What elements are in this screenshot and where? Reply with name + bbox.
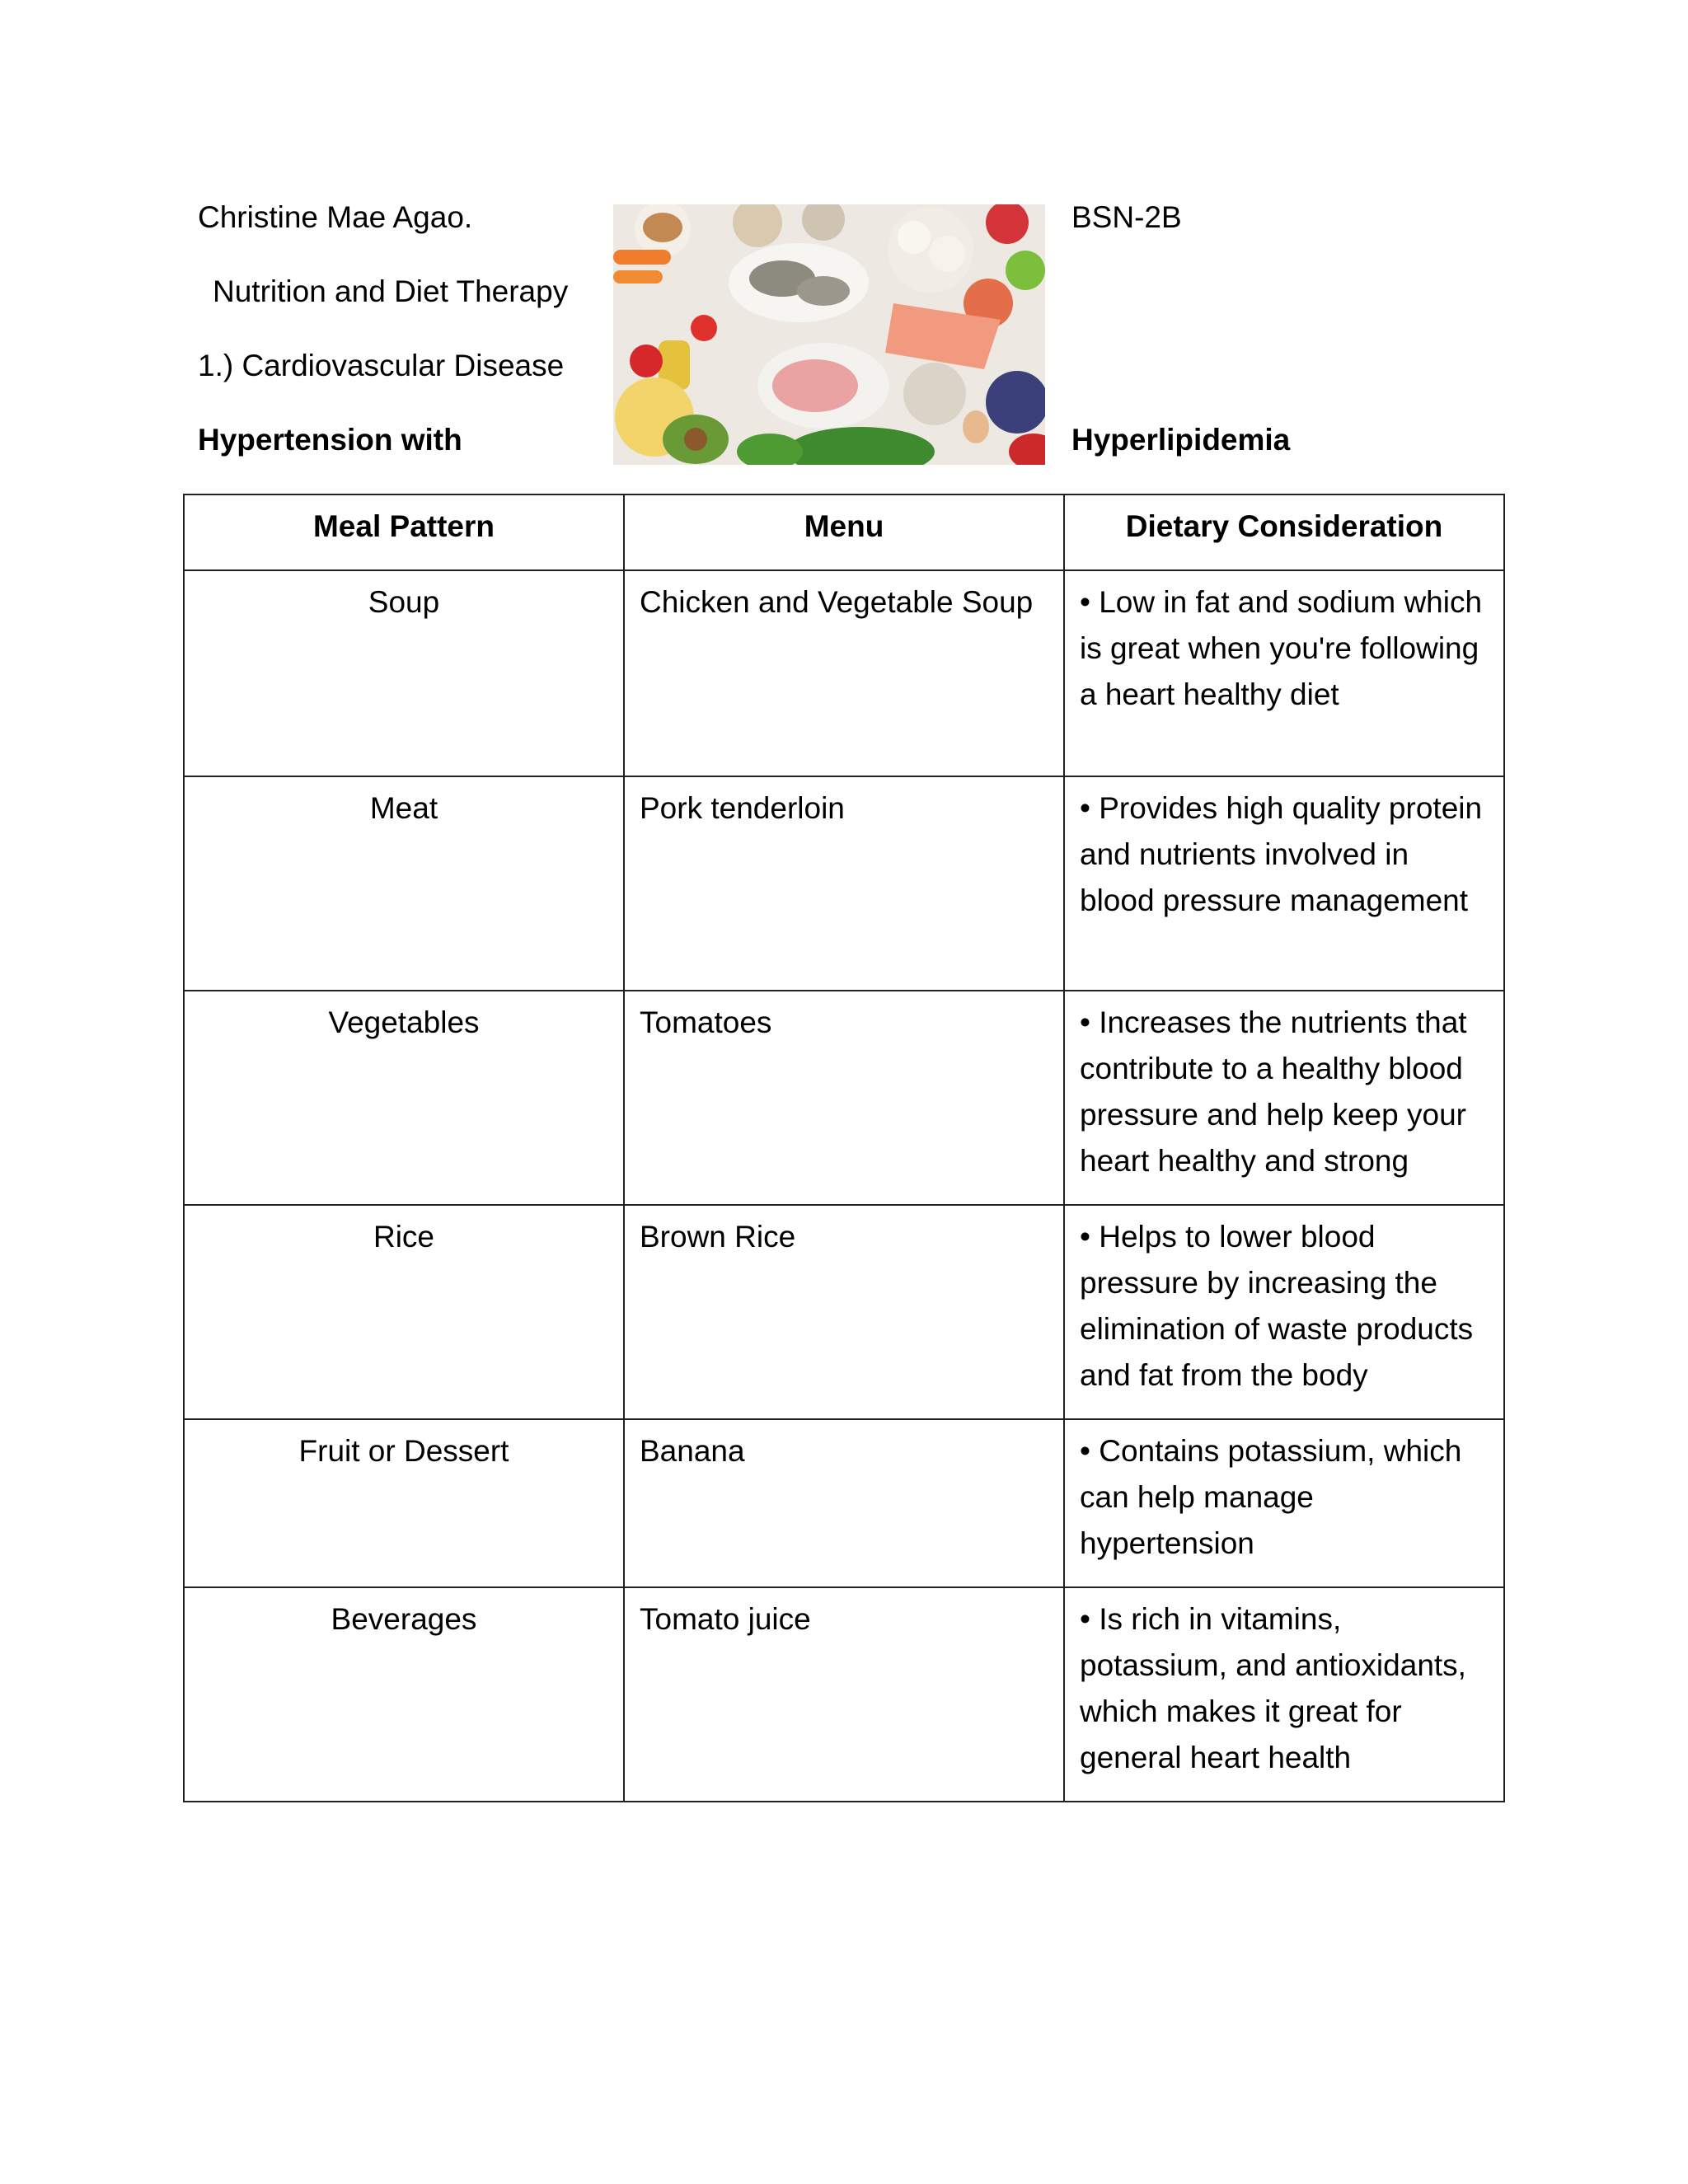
- student-name: Christine Mae Agao.: [198, 200, 473, 234]
- menu-cell: Banana: [624, 1419, 1064, 1587]
- meal-pattern-cell: Beverages: [184, 1587, 624, 1802]
- meal-pattern-cell: Rice: [184, 1205, 624, 1419]
- consideration-cell: • Is rich in vitamins, potassium, and antioxidants, which makes it great for general heart health: [1064, 1587, 1504, 1802]
- table-row: [184, 991, 1504, 1205]
- menu-cell: Tomato juice: [624, 1587, 1064, 1802]
- meal-pattern-cell: Fruit or Dessert: [184, 1419, 624, 1587]
- consideration-cell: • Provides high quality protein and nutrients involved in blood pressure management: [1064, 776, 1504, 991]
- table-row: [184, 1205, 1504, 1419]
- table-row: [184, 570, 1504, 776]
- table-row: [184, 1587, 1504, 1802]
- menu-cell: Pork tenderloin: [624, 776, 1064, 991]
- column-header-meal-pattern: Meal Pattern: [184, 494, 624, 570]
- food-photo-illustration: [613, 204, 1045, 465]
- course-title: Nutrition and Diet Therapy: [213, 274, 569, 308]
- menu-cell: Chicken and Vegetable Soup: [624, 570, 1064, 776]
- meal-pattern-cell: Vegetables: [184, 991, 624, 1205]
- column-header-menu: Menu: [624, 494, 1064, 570]
- meal-pattern-cell: Meat: [184, 776, 624, 991]
- consideration-cell: • Helps to lower blood pressure by increasing the elimination of waste products and fat from the body: [1064, 1205, 1504, 1419]
- menu-cell: Tomatoes: [624, 991, 1064, 1205]
- meal-plan-table: [183, 494, 1505, 1802]
- table-row: [184, 1419, 1504, 1587]
- condition-title-left: Hypertension with: [198, 423, 462, 457]
- consideration-cell: • Increases the nutrients that contribute to a healthy blood pressure and help keep your heart healthy and strong: [1064, 991, 1504, 1205]
- column-header-dietary-consideration: Dietary Consideration: [1064, 494, 1504, 570]
- table-header-row: [184, 494, 1504, 570]
- table-row: [184, 776, 1504, 991]
- consideration-cell: • Contains potassium, which can help manage hypertension: [1064, 1419, 1504, 1587]
- menu-cell: Brown Rice: [624, 1205, 1064, 1419]
- meal-pattern-cell: Soup: [184, 570, 624, 776]
- consideration-cell: • Low in fat and sodium which is great when you're following a heart healthy diet: [1064, 570, 1504, 776]
- section-label: BSN-2B: [1071, 200, 1182, 234]
- condition-title-right: Hyperlipidemia: [1071, 423, 1291, 457]
- topic-heading: 1.) Cardiovascular Disease: [198, 349, 565, 382]
- healthy-food-photo: [613, 204, 1045, 465]
